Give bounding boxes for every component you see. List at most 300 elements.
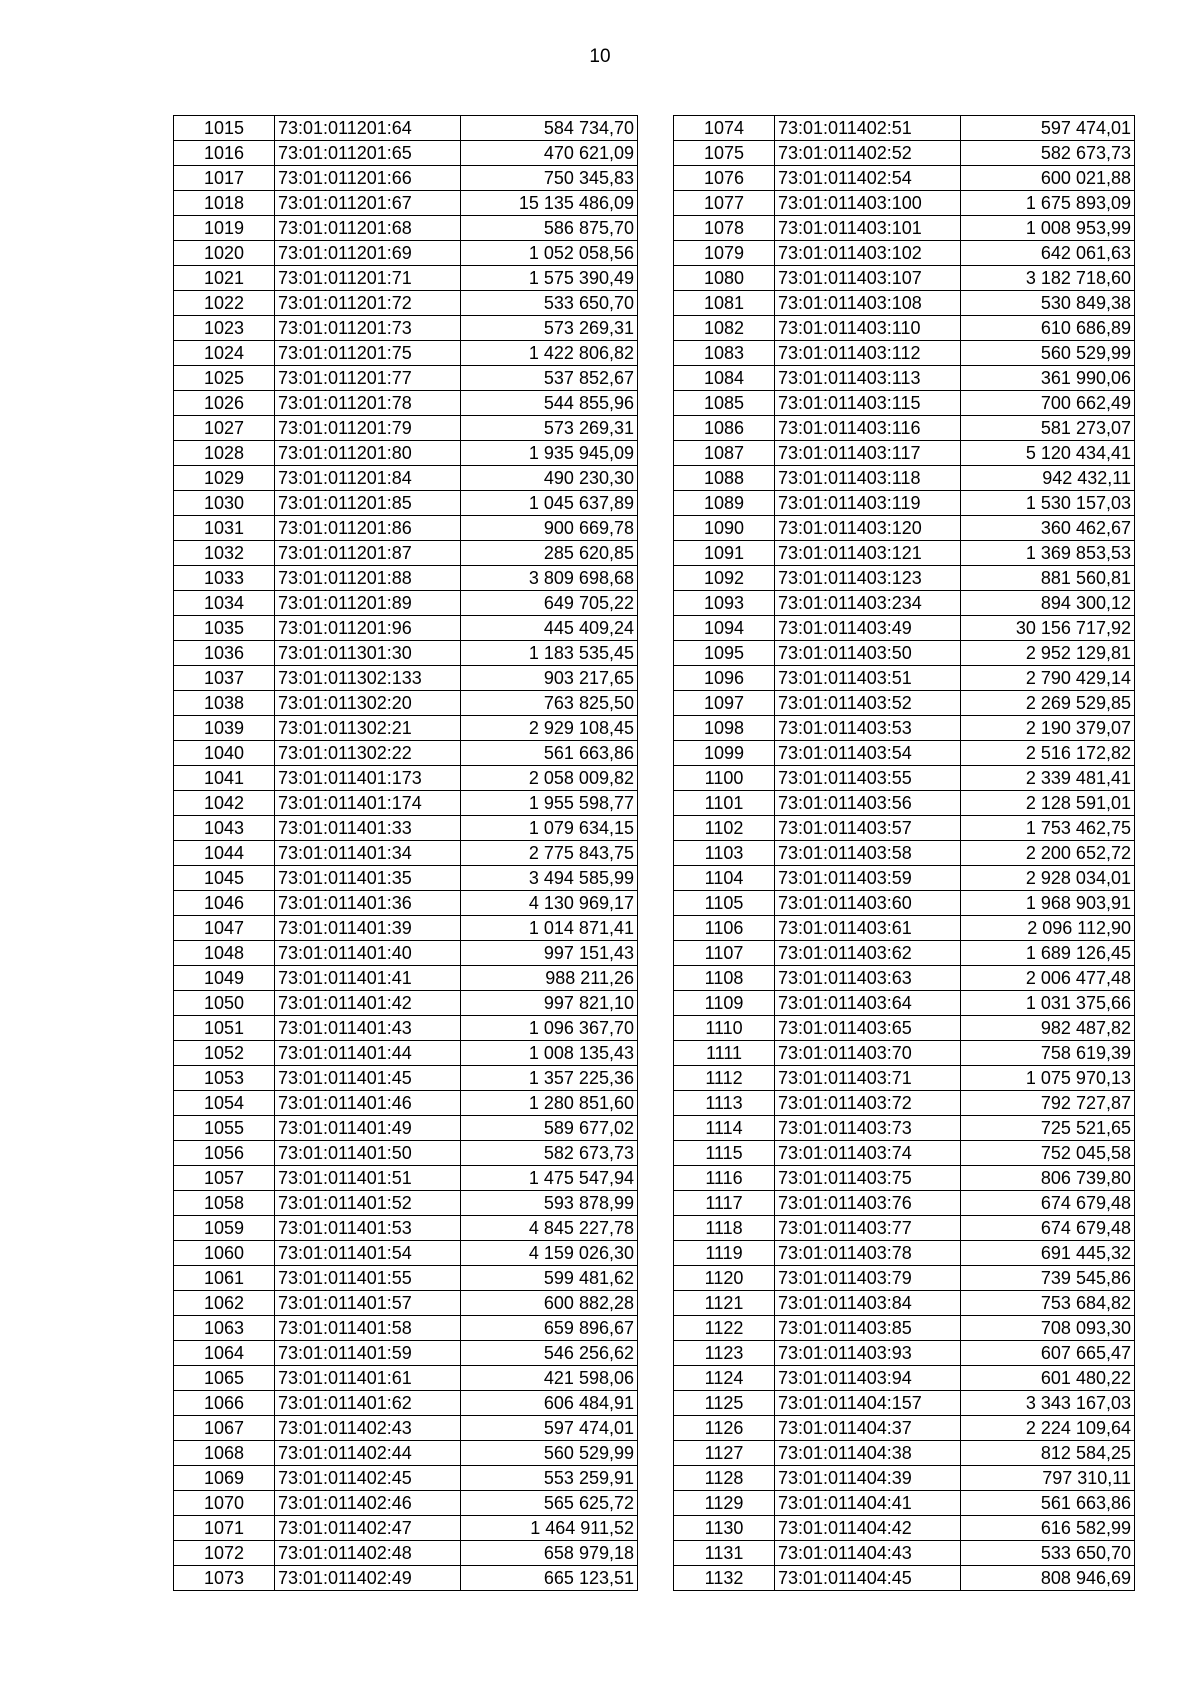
cadastral-number: 73:01:011403:73 <box>775 1116 961 1141</box>
table-row <box>174 141 638 166</box>
cadastral-value: 808 946,69 <box>961 1566 1135 1591</box>
cadastral-value: 2 339 481,41 <box>961 766 1135 791</box>
cadastral-value: 674 679,48 <box>961 1191 1135 1216</box>
table-row <box>174 1116 638 1141</box>
cadastral-value: 582 673,73 <box>961 141 1135 166</box>
table-row <box>174 591 638 616</box>
table-row <box>674 1441 1135 1466</box>
row-number: 1109 <box>674 991 775 1016</box>
row-number: 1086 <box>674 416 775 441</box>
cadastral-number: 73:01:011404:37 <box>775 1416 961 1441</box>
row-number: 1079 <box>674 241 775 266</box>
row-number: 1064 <box>174 1341 275 1366</box>
row-number: 1022 <box>174 291 275 316</box>
row-number: 1029 <box>174 466 275 491</box>
table-row <box>174 941 638 966</box>
row-number: 1055 <box>174 1116 275 1141</box>
cadastral-value: 600 882,28 <box>461 1291 638 1316</box>
cadastral-value: 1 280 851,60 <box>461 1091 638 1116</box>
cadastral-number: 73:01:011201:96 <box>275 616 461 641</box>
cadastral-value: 665 123,51 <box>461 1566 638 1591</box>
table-row <box>174 691 638 716</box>
cadastral-value: 1 357 225,36 <box>461 1066 638 1091</box>
table-row <box>174 766 638 791</box>
row-number: 1120 <box>674 1266 775 1291</box>
row-number: 1048 <box>174 941 275 966</box>
table-row <box>674 816 1135 841</box>
cadastral-value: 2 928 034,01 <box>961 866 1135 891</box>
cadastral-value: 997 821,10 <box>461 991 638 1016</box>
cadastral-value: 30 156 717,92 <box>961 616 1135 641</box>
cadastral-number: 73:01:011201:85 <box>275 491 461 516</box>
cadastral-value: 1 096 367,70 <box>461 1016 638 1041</box>
cadastral-value: 586 875,70 <box>461 216 638 241</box>
row-number: 1099 <box>674 741 775 766</box>
table-row <box>174 891 638 916</box>
cadastral-number: 73:01:011201:67 <box>275 191 461 216</box>
table-row <box>674 716 1135 741</box>
cadastral-number: 73:01:011403:49 <box>775 616 961 641</box>
cadastral-value: 881 560,81 <box>961 566 1135 591</box>
cadastral-number: 73:01:011401:36 <box>275 891 461 916</box>
row-number: 1034 <box>174 591 275 616</box>
table-row <box>174 241 638 266</box>
cadastral-number: 73:01:011401:45 <box>275 1066 461 1091</box>
cadastral-number: 73:01:011201:73 <box>275 316 461 341</box>
cadastral-number: 73:01:011401:54 <box>275 1241 461 1266</box>
cadastral-number: 73:01:011403:71 <box>775 1066 961 1091</box>
cadastral-number: 73:01:011402:49 <box>275 1566 461 1591</box>
cadastral-number: 73:01:011302:22 <box>275 741 461 766</box>
cadastral-number: 73:01:011404:38 <box>775 1441 961 1466</box>
cadastral-number: 73:01:011201:65 <box>275 141 461 166</box>
row-number: 1091 <box>674 541 775 566</box>
table-row <box>174 1016 638 1041</box>
cadastral-number: 73:01:011403:94 <box>775 1366 961 1391</box>
cadastral-value: 1 008 135,43 <box>461 1041 638 1066</box>
table-row <box>674 341 1135 366</box>
row-number: 1111 <box>674 1041 775 1066</box>
cadastral-value: 601 480,22 <box>961 1366 1135 1391</box>
cadastral-number: 73:01:011201:77 <box>275 366 461 391</box>
cadastral-number: 73:01:011403:118 <box>775 466 961 491</box>
cadastral-value: 599 481,62 <box>461 1266 638 1291</box>
row-number: 1053 <box>174 1066 275 1091</box>
table-row <box>174 466 638 491</box>
cadastral-number: 73:01:011401:50 <box>275 1141 461 1166</box>
table-row <box>174 1066 638 1091</box>
cadastral-number: 73:01:011301:30 <box>275 641 461 666</box>
table-row <box>674 241 1135 266</box>
cadastral-value: 708 093,30 <box>961 1316 1135 1341</box>
row-number: 1062 <box>174 1291 275 1316</box>
row-number: 1129 <box>674 1491 775 1516</box>
cadastral-number: 73:01:011403:234 <box>775 591 961 616</box>
table-row <box>174 1141 638 1166</box>
table-row <box>174 1291 638 1316</box>
table-row <box>174 1491 638 1516</box>
table-row <box>674 1191 1135 1216</box>
row-number: 1080 <box>674 266 775 291</box>
row-number: 1042 <box>174 791 275 816</box>
row-number: 1103 <box>674 841 775 866</box>
cadastral-number: 73:01:011201:80 <box>275 441 461 466</box>
table-row <box>174 741 638 766</box>
row-number: 1032 <box>174 541 275 566</box>
row-number: 1122 <box>674 1316 775 1341</box>
row-number: 1016 <box>174 141 275 166</box>
cadastral-number: 73:01:011401:43 <box>275 1016 461 1041</box>
table-row <box>674 1091 1135 1116</box>
cadastral-number: 73:01:011404:45 <box>775 1566 961 1591</box>
table-row <box>674 891 1135 916</box>
table-row <box>174 216 638 241</box>
table-row <box>674 116 1135 141</box>
row-number: 1067 <box>174 1416 275 1441</box>
row-number: 1045 <box>174 866 275 891</box>
row-number: 1058 <box>174 1191 275 1216</box>
cadastral-value: 1 935 945,09 <box>461 441 638 466</box>
cadastral-number: 73:01:011401:35 <box>275 866 461 891</box>
cadastral-value: 1 014 871,41 <box>461 916 638 941</box>
cadastral-value: 1 369 853,53 <box>961 541 1135 566</box>
cadastral-value: 589 677,02 <box>461 1116 638 1141</box>
row-number: 1033 <box>174 566 275 591</box>
cadastral-value: 2 200 652,72 <box>961 841 1135 866</box>
cadastral-value: 1 475 547,94 <box>461 1166 638 1191</box>
cadastral-number: 73:01:011403:102 <box>775 241 961 266</box>
row-number: 1035 <box>174 616 275 641</box>
table-row <box>674 1216 1135 1241</box>
cadastral-value: 421 598,06 <box>461 1366 638 1391</box>
cadastral-value: 4 845 227,78 <box>461 1216 638 1241</box>
cadastral-value: 537 852,67 <box>461 366 638 391</box>
cadastral-value: 2 929 108,45 <box>461 716 638 741</box>
cadastral-value: 582 673,73 <box>461 1141 638 1166</box>
row-number: 1130 <box>674 1516 775 1541</box>
row-number: 1125 <box>674 1391 775 1416</box>
cadastral-number: 73:01:011401:62 <box>275 1391 461 1416</box>
cadastral-value: 490 230,30 <box>461 466 638 491</box>
table-row <box>674 1041 1135 1066</box>
table-row <box>674 541 1135 566</box>
cadastral-number: 73:01:011302:133 <box>275 666 461 691</box>
cadastral-value: 642 061,63 <box>961 241 1135 266</box>
table-row <box>174 116 638 141</box>
cadastral-number: 73:01:011401:57 <box>275 1291 461 1316</box>
table-row <box>174 166 638 191</box>
table-row <box>174 991 638 1016</box>
cadastral-number: 73:01:011201:89 <box>275 591 461 616</box>
cadastral-number: 73:01:011402:47 <box>275 1516 461 1541</box>
table-row <box>174 516 638 541</box>
cadastral-number: 73:01:011403:72 <box>775 1091 961 1116</box>
cadastral-number: 73:01:011403:115 <box>775 391 961 416</box>
row-number: 1092 <box>674 566 775 591</box>
cadastral-value: 584 734,70 <box>461 116 638 141</box>
table-row <box>674 466 1135 491</box>
cadastral-value: 725 521,65 <box>961 1116 1135 1141</box>
cadastral-number: 73:01:011403:51 <box>775 666 961 691</box>
table-row <box>674 216 1135 241</box>
row-number: 1121 <box>674 1291 775 1316</box>
cadastral-number: 73:01:011403:50 <box>775 641 961 666</box>
table-row <box>174 966 638 991</box>
cadastral-number: 73:01:011403:52 <box>775 691 961 716</box>
table-row <box>174 1191 638 1216</box>
table-row <box>174 666 638 691</box>
row-number: 1078 <box>674 216 775 241</box>
cadastral-value: 806 739,80 <box>961 1166 1135 1191</box>
cadastral-number: 73:01:011201:69 <box>275 241 461 266</box>
row-number: 1060 <box>174 1241 275 1266</box>
cadastral-value: 581 273,07 <box>961 416 1135 441</box>
cadastral-value: 544 855,96 <box>461 391 638 416</box>
cadastral-number: 73:01:011401:41 <box>275 966 461 991</box>
cadastral-number: 73:01:011403:101 <box>775 216 961 241</box>
row-number: 1069 <box>174 1466 275 1491</box>
table-row <box>174 341 638 366</box>
row-number: 1123 <box>674 1341 775 1366</box>
cadastral-value: 1 008 953,99 <box>961 216 1135 241</box>
table-row <box>674 666 1135 691</box>
table-row <box>674 1266 1135 1291</box>
row-number: 1097 <box>674 691 775 716</box>
table-row <box>674 416 1135 441</box>
row-number: 1082 <box>674 316 775 341</box>
cadastral-value: 470 621,09 <box>461 141 638 166</box>
cadastral-value: 1 079 634,15 <box>461 816 638 841</box>
row-number: 1061 <box>174 1266 275 1291</box>
cadastral-value: 1 675 893,09 <box>961 191 1135 216</box>
cadastral-number: 73:01:011402:43 <box>275 1416 461 1441</box>
table-row <box>174 616 638 641</box>
cadastral-number: 73:01:011401:46 <box>275 1091 461 1116</box>
cadastral-number: 73:01:011401:40 <box>275 941 461 966</box>
table-row <box>674 1291 1135 1316</box>
cadastral-number: 73:01:011201:84 <box>275 466 461 491</box>
cadastral-value: 758 619,39 <box>961 1041 1135 1066</box>
table-row <box>674 641 1135 666</box>
cadastral-value: 1 422 806,82 <box>461 341 638 366</box>
cadastral-number: 73:01:011403:64 <box>775 991 961 1016</box>
row-number: 1126 <box>674 1416 775 1441</box>
table-row <box>674 566 1135 591</box>
table-row <box>674 1391 1135 1416</box>
table-row <box>174 391 638 416</box>
cadastral-number: 73:01:011402:54 <box>775 166 961 191</box>
table-row <box>674 1066 1135 1091</box>
cadastral-value: 606 484,91 <box>461 1391 638 1416</box>
cadastral-number: 73:01:011404:42 <box>775 1516 961 1541</box>
table-row <box>674 166 1135 191</box>
row-number: 1096 <box>674 666 775 691</box>
row-number: 1117 <box>674 1191 775 1216</box>
row-number: 1105 <box>674 891 775 916</box>
row-number: 1065 <box>174 1366 275 1391</box>
cadastral-value: 5 120 434,41 <box>961 441 1135 466</box>
cadastral-number: 73:01:011401:58 <box>275 1316 461 1341</box>
cadastral-value: 903 217,65 <box>461 666 638 691</box>
cadastral-value: 812 584,25 <box>961 1441 1135 1466</box>
cadastral-number: 73:01:011201:87 <box>275 541 461 566</box>
row-number: 1038 <box>174 691 275 716</box>
cadastral-number: 73:01:011201:64 <box>275 116 461 141</box>
row-number: 1116 <box>674 1166 775 1191</box>
cadastral-value: 1 183 535,45 <box>461 641 638 666</box>
cadastral-value: 360 462,67 <box>961 516 1135 541</box>
row-number: 1074 <box>674 116 775 141</box>
row-number: 1017 <box>174 166 275 191</box>
cadastral-value: 361 990,06 <box>961 366 1135 391</box>
table-row <box>174 1341 638 1366</box>
table-row <box>674 966 1135 991</box>
table-row <box>674 1316 1135 1341</box>
cadastral-value: 894 300,12 <box>961 591 1135 616</box>
table-row <box>174 1441 638 1466</box>
row-number: 1083 <box>674 341 775 366</box>
row-number: 1021 <box>174 266 275 291</box>
cadastral-value: 600 021,88 <box>961 166 1135 191</box>
row-number: 1087 <box>674 441 775 466</box>
row-number: 1051 <box>174 1016 275 1041</box>
cadastral-value: 560 529,99 <box>461 1441 638 1466</box>
cadastral-value: 3 182 718,60 <box>961 266 1135 291</box>
table-row <box>174 1091 638 1116</box>
cadastral-number: 73:01:011402:45 <box>275 1466 461 1491</box>
table-row <box>674 316 1135 341</box>
cadastral-number: 73:01:011403:121 <box>775 541 961 566</box>
table-row <box>674 1516 1135 1541</box>
cadastral-value: 1 031 375,66 <box>961 991 1135 1016</box>
cadastral-number: 73:01:011401:173 <box>275 766 461 791</box>
cadastral-number: 73:01:011403:56 <box>775 791 961 816</box>
cadastral-number: 73:01:011403:59 <box>775 866 961 891</box>
cadastral-value: 4 130 969,17 <box>461 891 638 916</box>
table-row <box>174 1541 638 1566</box>
table-row <box>674 691 1135 716</box>
cadastral-value: 1 530 157,03 <box>961 491 1135 516</box>
row-number: 1128 <box>674 1466 775 1491</box>
row-number: 1084 <box>674 366 775 391</box>
cadastral-number: 73:01:011403:65 <box>775 1016 961 1041</box>
table-row <box>174 816 638 841</box>
cadastral-value: 797 310,11 <box>961 1466 1135 1491</box>
cadastral-value: 763 825,50 <box>461 691 638 716</box>
cadastral-number: 73:01:011402:48 <box>275 1541 461 1566</box>
table-row <box>174 1266 638 1291</box>
cadastral-number: 73:01:011404:41 <box>775 1491 961 1516</box>
row-number: 1018 <box>174 191 275 216</box>
table-row <box>174 316 638 341</box>
row-number: 1118 <box>674 1216 775 1241</box>
row-number: 1124 <box>674 1366 775 1391</box>
row-number: 1110 <box>674 1016 775 1041</box>
table-row <box>174 916 638 941</box>
table-row <box>674 1466 1135 1491</box>
cadastral-value: 573 269,31 <box>461 416 638 441</box>
cadastral-value: 561 663,86 <box>961 1491 1135 1516</box>
cadastral-value: 1 689 126,45 <box>961 941 1135 966</box>
row-number: 1076 <box>674 166 775 191</box>
cadastral-number: 73:01:011402:52 <box>775 141 961 166</box>
table-row <box>674 1016 1135 1041</box>
cadastral-number: 73:01:011201:71 <box>275 266 461 291</box>
cadastral-value: 3 343 167,03 <box>961 1391 1135 1416</box>
table-row <box>674 1341 1135 1366</box>
table-row <box>674 141 1135 166</box>
cadastral-number: 73:01:011201:86 <box>275 516 461 541</box>
cadastral-value: 533 650,70 <box>961 1541 1135 1566</box>
row-number: 1112 <box>674 1066 775 1091</box>
row-number: 1098 <box>674 716 775 741</box>
table-row <box>174 566 638 591</box>
cadastral-number: 73:01:011403:107 <box>775 266 961 291</box>
row-number: 1093 <box>674 591 775 616</box>
cadastral-number: 73:01:011403:54 <box>775 741 961 766</box>
cadastral-number: 73:01:011404:157 <box>775 1391 961 1416</box>
cadastral-value: 4 159 026,30 <box>461 1241 638 1266</box>
cadastral-value: 674 679,48 <box>961 1216 1135 1241</box>
cadastral-value: 1 052 058,56 <box>461 241 638 266</box>
cadastral-value: 546 256,62 <box>461 1341 638 1366</box>
row-number: 1115 <box>674 1141 775 1166</box>
table-row <box>174 266 638 291</box>
cadastral-number: 73:01:011201:79 <box>275 416 461 441</box>
cadastral-number: 73:01:011403:93 <box>775 1341 961 1366</box>
row-number: 1088 <box>674 466 775 491</box>
cadastral-value: 2 058 009,82 <box>461 766 638 791</box>
table-row <box>674 1541 1135 1566</box>
cadastral-value: 2 516 172,82 <box>961 741 1135 766</box>
cadastral-value: 2 190 379,07 <box>961 716 1135 741</box>
cadastral-number: 73:01:011403:85 <box>775 1316 961 1341</box>
cadastral-value: 2 775 843,75 <box>461 841 638 866</box>
row-number: 1030 <box>174 491 275 516</box>
table-row <box>674 591 1135 616</box>
table-row <box>674 791 1135 816</box>
row-number: 1054 <box>174 1091 275 1116</box>
row-number: 1043 <box>174 816 275 841</box>
cadastral-number: 73:01:011201:68 <box>275 216 461 241</box>
table-row <box>674 441 1135 466</box>
cadastral-number: 73:01:011401:51 <box>275 1166 461 1191</box>
cadastral-value: 752 045,58 <box>961 1141 1135 1166</box>
cadastral-number: 73:01:011401:33 <box>275 816 461 841</box>
row-number: 1024 <box>174 341 275 366</box>
cadastral-number: 73:01:011401:53 <box>275 1216 461 1241</box>
table-row <box>674 391 1135 416</box>
cadastral-value: 616 582,99 <box>961 1516 1135 1541</box>
cadastral-number: 73:01:011201:78 <box>275 391 461 416</box>
cadastral-number: 73:01:011201:75 <box>275 341 461 366</box>
row-number: 1044 <box>174 841 275 866</box>
cadastral-number: 73:01:011201:72 <box>275 291 461 316</box>
cadastral-number: 73:01:011302:21 <box>275 716 461 741</box>
cadastral-value: 1 753 462,75 <box>961 816 1135 841</box>
table-row <box>174 291 638 316</box>
cadastral-number: 73:01:011403:117 <box>775 441 961 466</box>
row-number: 1025 <box>174 366 275 391</box>
cadastral-value: 2 269 529,85 <box>961 691 1135 716</box>
table-row <box>174 641 638 666</box>
row-number: 1047 <box>174 916 275 941</box>
cadastral-number: 73:01:011302:20 <box>275 691 461 716</box>
table-row <box>674 266 1135 291</box>
cadastral-value: 2 006 477,48 <box>961 966 1135 991</box>
row-number: 1027 <box>174 416 275 441</box>
cadastral-value: 982 487,82 <box>961 1016 1135 1041</box>
